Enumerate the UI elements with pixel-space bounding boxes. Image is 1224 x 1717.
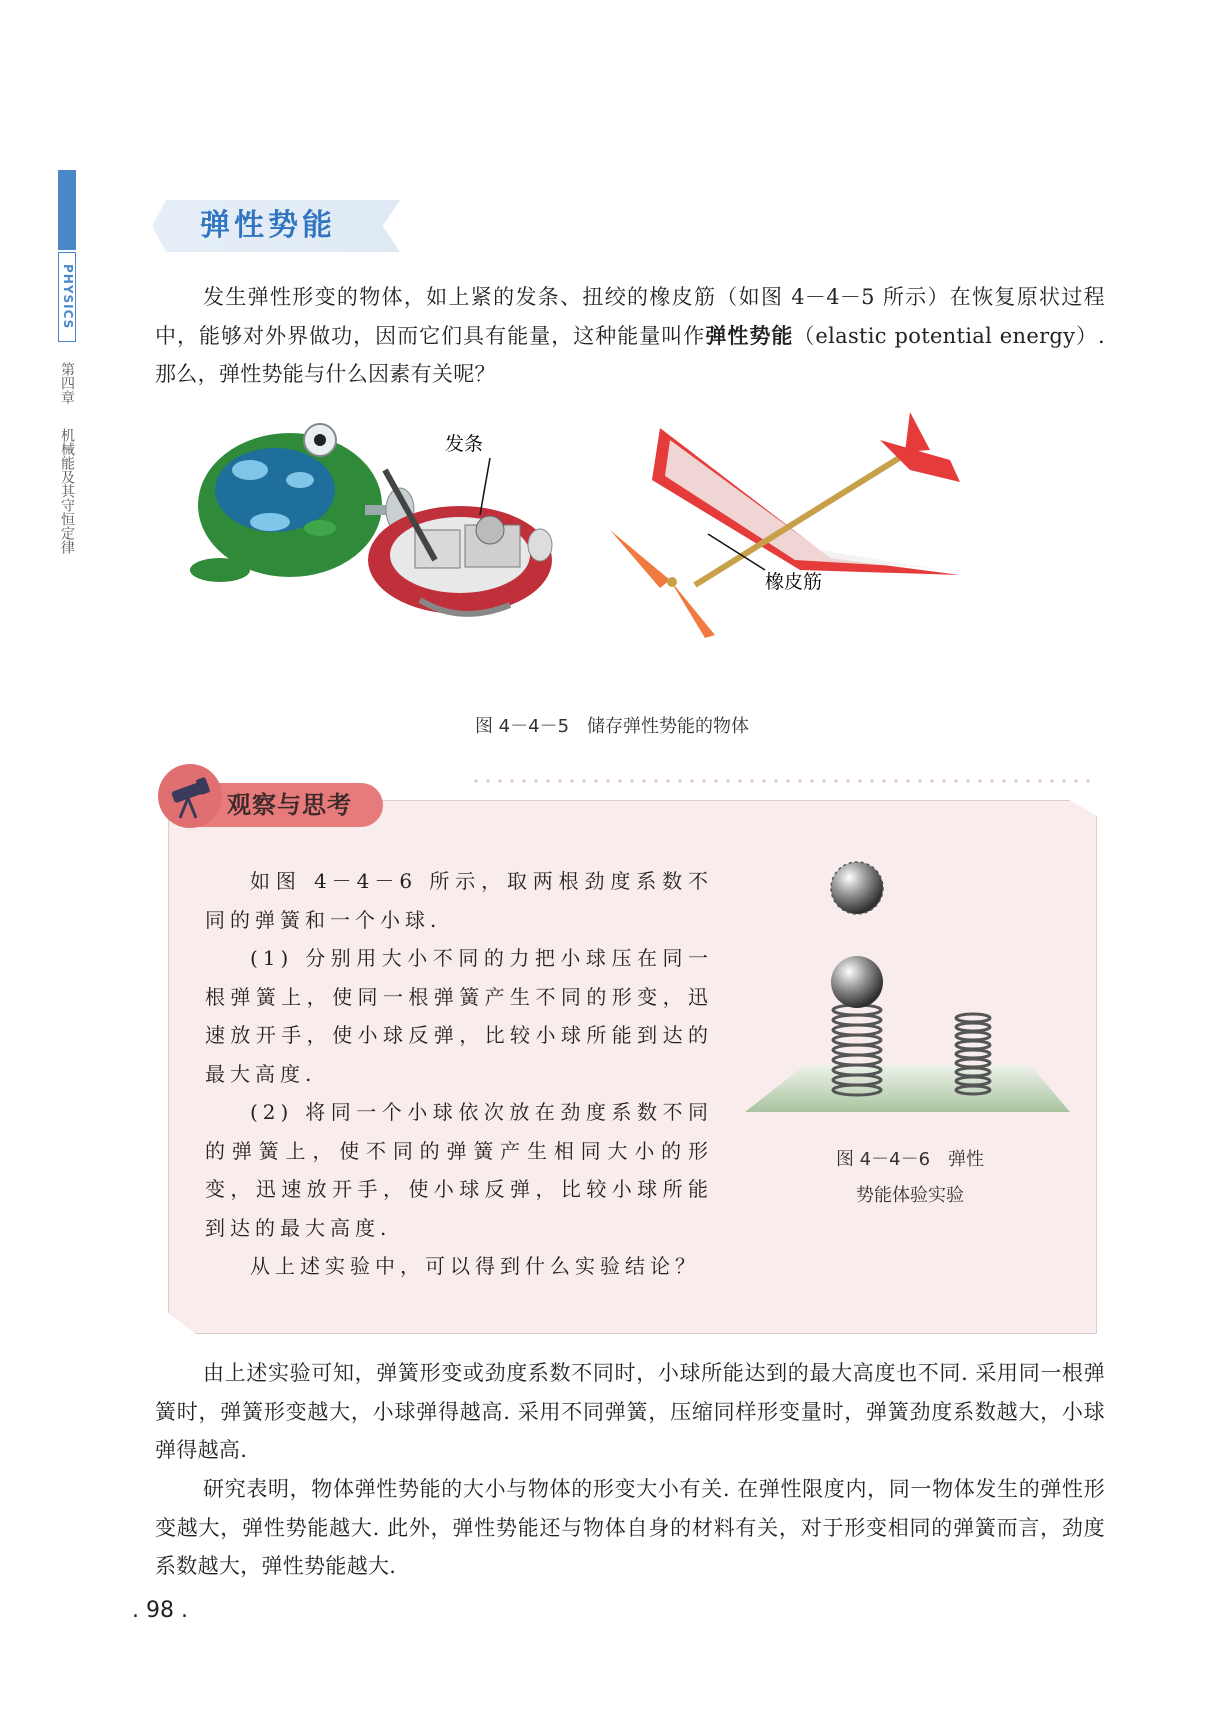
observe-paragraph-1: 如图 4－4－6 所示，取两根劲度系数不同的弹簧和一个小球. xyxy=(205,869,713,932)
figure-446-caption-line-1: 图 4－4－6 弹性 xyxy=(835,1149,985,1170)
conclusion-paragraph-2: 研究表明，物体弹性势能的大小与物体的形变大小有关. 在弹性限度内，同一物体发生的弹性形变越大，弹性势能越大. 此外，弹性势能还与物体自身的材料有关，对于形变相同的弹簧而言，劲度系数越大，弹性势能越大. xyxy=(155,1477,1105,1578)
conclusion-paragraph-1: 由上述实验可知，弹簧形变或劲度系数不同时，小球所能达到的最大高度也不同. 采用同一根弹簧时，弹簧形变越大，小球弹得越高. 采用不同弹簧，压缩同样形变量时，弹簧劲度系数越大，小球弹得越高. xyxy=(155,1361,1105,1462)
label-windup-spring: 发条 xyxy=(445,433,484,455)
side-tab-bar xyxy=(58,170,76,250)
ground-plate xyxy=(745,1065,1070,1112)
figure-446-caption xyxy=(800,1142,1020,1214)
label-rubber-band: 橡皮筋 xyxy=(765,571,823,593)
rubber-band-plane-image xyxy=(610,412,960,638)
raised-ball-image xyxy=(831,862,883,914)
figure-445-illustration xyxy=(190,410,1090,680)
side-chapter-number: 第四章 xyxy=(59,362,75,404)
observe-paragraph-2: (1) 分别用大小不同的力把小球压在同一根弹簧上，使同一根弹簧产生不同的形变，迅速放开手，使小球反弹，比较小球所能到达的最大高度. xyxy=(205,946,713,1086)
observe-dotted-border xyxy=(470,778,1090,784)
intro-key-term: 弹性势能 xyxy=(705,323,794,348)
side-chapter-title: 机械能及其守恒定律 xyxy=(59,428,75,554)
figure-446-illustration xyxy=(745,850,1085,1125)
spring-with-ball xyxy=(831,956,883,1095)
page-number: . 98 . xyxy=(132,1598,188,1623)
figure-445-caption: 图 4－4－5 储存弹性势能的物体 xyxy=(474,716,750,737)
windup-mechanism-image xyxy=(368,470,552,614)
observe-paragraph-3: (2) 将同一个小球依次放在劲度系数不同的弹簧上，使不同的弹簧产生相同大小的形变，迅速放开手，使小球反弹，比较小球所能到达的最大高度. xyxy=(205,1100,713,1240)
figure-446-caption-line-2: 势能体验实验 xyxy=(856,1185,964,1206)
intro-text-a: 发生弹性形变的物体，如上紧的发条、扭绞的橡皮筋（如图 4－4－5 所示）在恢复原状过程中，能够对外界做功，因而它们具有能量，这种能量叫作 xyxy=(155,285,1105,348)
intro-paragraph xyxy=(155,278,1105,394)
observe-title: 观察与思考 xyxy=(227,791,352,819)
side-subject-label: PHYSICS xyxy=(58,252,76,342)
telescope-icon xyxy=(158,764,222,828)
intro-text-b: （elastic potential energy）. 那么，弹性势能与什么因素有关呢？ xyxy=(155,323,1106,386)
observe-paragraph-4: 从上述实验中，可以得到什么实验结论？ xyxy=(250,1254,700,1278)
section-title: 弹性势能 xyxy=(200,208,336,243)
